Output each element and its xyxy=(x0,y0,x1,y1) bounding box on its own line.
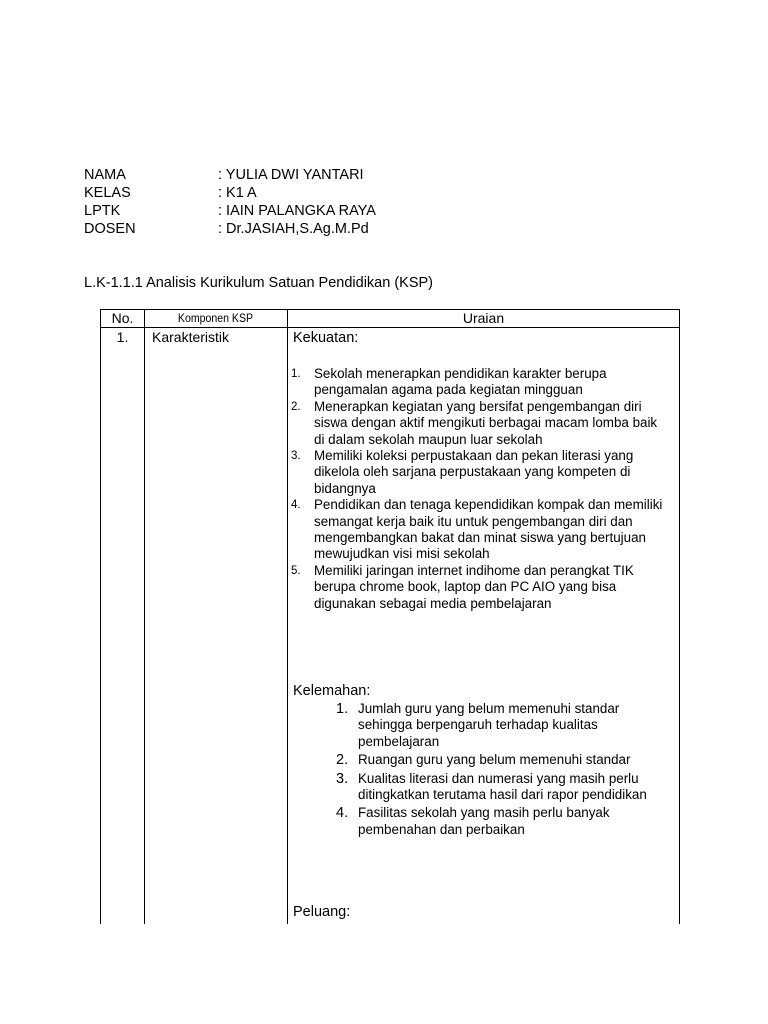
info-row-kelas xyxy=(84,184,376,202)
kelemahan-heading: Kelemahan: xyxy=(293,683,371,699)
peluang-heading: Peluang: xyxy=(293,904,351,920)
list-number: 5. xyxy=(291,564,301,577)
list-line: Fasilitas sekolah yang masih perlu banyak xyxy=(358,805,610,821)
list-item xyxy=(336,805,676,838)
list-line: sehingga berpengaruh terhadap kualitas xyxy=(358,717,598,733)
list-item xyxy=(291,448,676,497)
list-line: mengembangkan bakat dan minat siswa yang bertujuan xyxy=(314,530,647,546)
info-value: : K1 A xyxy=(218,185,257,201)
list-line: pembelajaran xyxy=(358,733,440,749)
info-value: : YULIA DWI YANTARI xyxy=(218,167,364,183)
list-line: ditingkatkan terutama hasil dari rapor pendidikan xyxy=(358,787,647,803)
table-border-left xyxy=(100,309,101,924)
list-line: berupa chrome book, laptop dan PC AIO yang bisa xyxy=(314,579,617,595)
header-no: No. xyxy=(111,310,134,326)
list-line: mewujudkan visi misi sekolah xyxy=(314,546,490,562)
list-line: di dalam sekolah maupun luar sekolah xyxy=(314,431,543,447)
list-item xyxy=(291,497,676,563)
list-line: dikelola oleh sarjana perpustakaan yang kompeten di xyxy=(314,464,631,480)
kekuatan-heading: Kekuatan: xyxy=(293,330,359,346)
list-line: Memiliki jaringan internet indihome dan perangkat TIK xyxy=(314,562,634,578)
list-number: 3. xyxy=(336,770,349,787)
list-item xyxy=(291,399,676,448)
info-label: LPTK xyxy=(84,203,121,219)
list-number: 4. xyxy=(291,499,301,512)
list-line: pembenahan dan perbaikan xyxy=(358,821,525,837)
list-line: Jumlah guru yang belum memenuhi standar xyxy=(358,701,620,716)
list-line: Kualitas literasi dan numerasi yang masih perlu xyxy=(358,770,639,786)
info-label: NAMA xyxy=(84,167,126,183)
list-line: Pendidikan dan tenaga kependidikan kompak dan memiliki xyxy=(314,497,663,513)
list-line: Memiliki koleksi perpustakaan dan pekan literasi yang xyxy=(314,448,634,464)
list-item xyxy=(336,752,676,768)
table-column-divider xyxy=(287,309,288,924)
list-number: 1. xyxy=(291,368,301,380)
list-line: siswa dengan aktif mengikuti berbagai macam lomba baik xyxy=(314,415,658,431)
list-line: bidangnya xyxy=(314,480,376,496)
info-row-lptk xyxy=(84,202,376,220)
list-item xyxy=(336,701,676,750)
kekuatan-list xyxy=(291,366,676,612)
student-info xyxy=(84,166,376,238)
header-komponen: Komponen KSP xyxy=(177,311,254,325)
list-number: 4. xyxy=(336,805,349,822)
list-number: 2. xyxy=(336,752,349,769)
table-header-divider xyxy=(100,327,680,328)
list-line: semangat kerja baik itu untuk pengembangan diri dan xyxy=(314,513,633,529)
table-border-right xyxy=(679,309,680,924)
list-line: digunakan sebagai media pembelajaran xyxy=(314,595,552,611)
list-number: 2. xyxy=(291,400,301,413)
ksp-table xyxy=(100,309,680,924)
info-row-dosen xyxy=(84,220,376,238)
row-komponen: Karakteristik xyxy=(152,329,230,345)
info-value: : IAIN PALANGKA RAYA xyxy=(218,203,376,219)
list-item xyxy=(291,563,676,612)
list-item xyxy=(291,366,676,399)
list-line: Ruangan guru yang belum memenuhi standar xyxy=(358,752,631,768)
info-value: : Dr.JASIAH,S.Ag.M.Pd xyxy=(218,221,369,237)
info-label: KELAS xyxy=(84,185,131,201)
list-number: 3. xyxy=(291,450,301,463)
list-line: Sekolah menerapkan pendidikan karakter berupa xyxy=(314,366,607,381)
info-row-nama xyxy=(84,166,376,184)
header-uraian: Uraian xyxy=(462,310,505,326)
list-item xyxy=(336,771,676,804)
document-title: L.K-1.1.1 Analisis Kurikulum Satuan Pendidikan (KSP) xyxy=(84,275,433,291)
table-column-divider xyxy=(144,309,145,924)
list-number: 1. xyxy=(336,701,349,717)
kelemahan-list xyxy=(336,701,676,838)
row-number: 1. xyxy=(116,329,129,345)
list-line: Menerapkan kegiatan yang bersifat pengembangan diri xyxy=(314,398,642,414)
list-line: pengamalan agama pada kegiatan mingguan xyxy=(314,382,583,398)
info-label: DOSEN xyxy=(84,221,136,237)
